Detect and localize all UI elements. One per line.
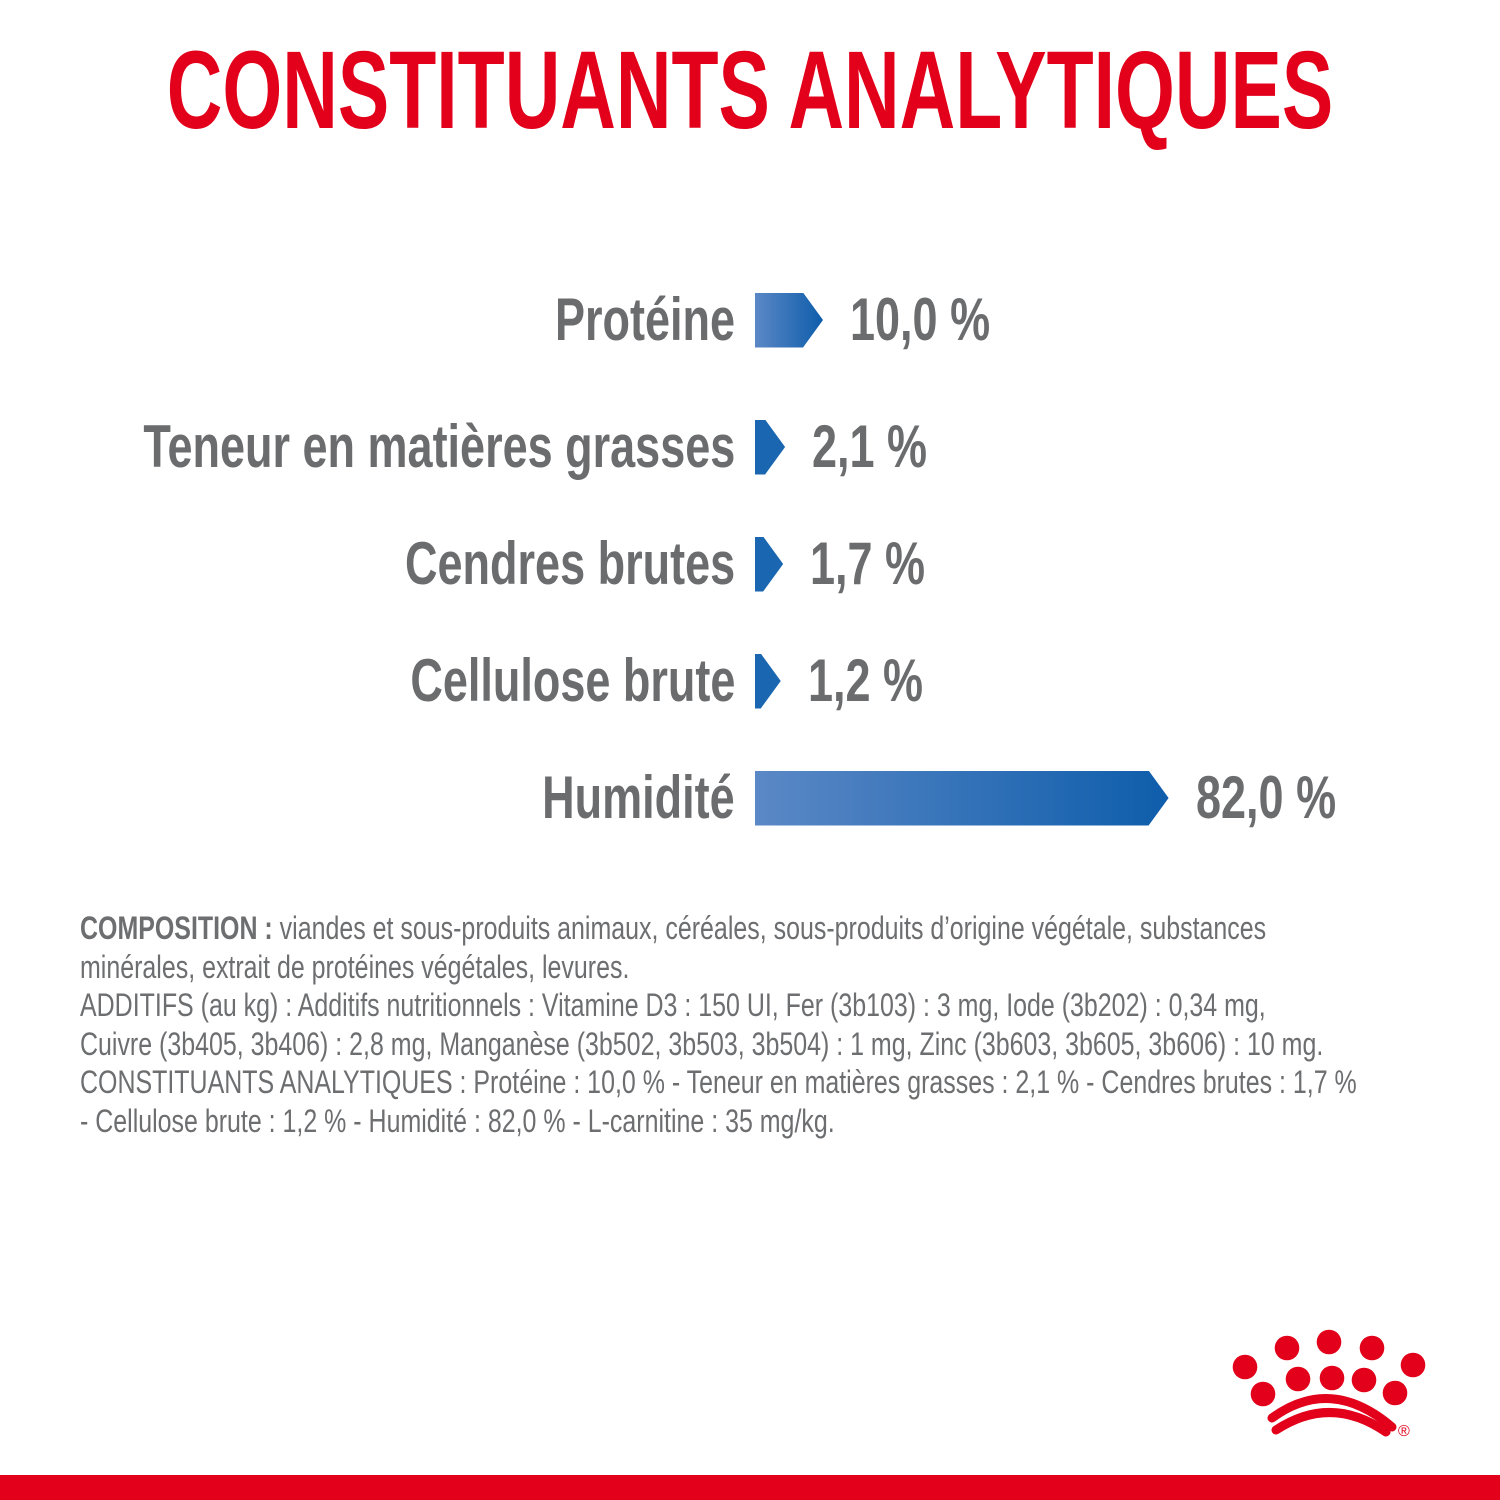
bar-value: 10,0 % bbox=[850, 286, 991, 353]
crown-base-swooshes bbox=[1272, 1399, 1392, 1432]
bar-row-label: Cellulose brute bbox=[409, 647, 735, 714]
composition-line: - Cellulose brute : 1,2 % - Humidité : 82,0 % - L-carnitine : 35 mg/kg. bbox=[80, 1102, 835, 1139]
composition-line: minérales, extrait de protéines végétales, levures. bbox=[80, 948, 630, 985]
bar-row-cellulose-brute bbox=[0, 647, 1500, 714]
bar-row-cendres-brutes bbox=[0, 530, 1500, 597]
bar-row-proteine bbox=[0, 286, 1500, 353]
nutrient-bar bbox=[755, 771, 1169, 826]
composition-text bbox=[80, 909, 1500, 1140]
composition-line: COMPOSITION : viandes et sous-produits animaux, céréales, sous-produits d’origine végétale, substances bbox=[80, 910, 1267, 946]
bar-value: 2,1 % bbox=[812, 413, 928, 480]
bar-row-humidite bbox=[0, 764, 1500, 831]
composition-line: CONSTITUANTS ANALYTIQUES : Protéine : 10,0 % - Teneur en matières grasses : 2,1 % - Cendres brutes : 1,7 % bbox=[80, 1064, 1357, 1100]
composition-line: ADDITIFS (au kg) : Additifs nutritionnels : Vitamine D3 : 150 UI, Fer (3b103) : 3 mg, Iode (3b202) : 0,34 mg, bbox=[80, 987, 1266, 1023]
nutrient-bar bbox=[755, 293, 823, 348]
nutrient-bar bbox=[755, 654, 781, 709]
page-title: CONSTITUANTS ANALYTIQUES bbox=[166, 29, 1334, 152]
nutrient-bar bbox=[755, 420, 785, 475]
bar-row-label: Cendres brutes bbox=[404, 530, 735, 597]
registered-mark: ® bbox=[1398, 1423, 1410, 1440]
bar-value: 1,7 % bbox=[810, 530, 926, 597]
bar-row-label: Teneur en matières grasses bbox=[143, 413, 735, 480]
nutrient-bar bbox=[755, 537, 783, 592]
composition-line: Cuivre (3b405, 3b406) : 2,8 mg, Manganèse (3b502, 3b503, 3b504) : 1 mg, Zinc (3b603, 3b605, 3b606) : 10 mg. bbox=[80, 1025, 1324, 1062]
bar-value: 82,0 % bbox=[1195, 764, 1336, 831]
bar-row-label: Protéine bbox=[554, 286, 735, 353]
bar-value: 1,2 % bbox=[807, 647, 923, 714]
royal-canin-crown-logo bbox=[1230, 1322, 1430, 1442]
bar-row-matieres-grasses bbox=[0, 413, 1500, 480]
footer-red-band bbox=[0, 1475, 1500, 1500]
bar-row-label: Humidité bbox=[542, 764, 735, 831]
